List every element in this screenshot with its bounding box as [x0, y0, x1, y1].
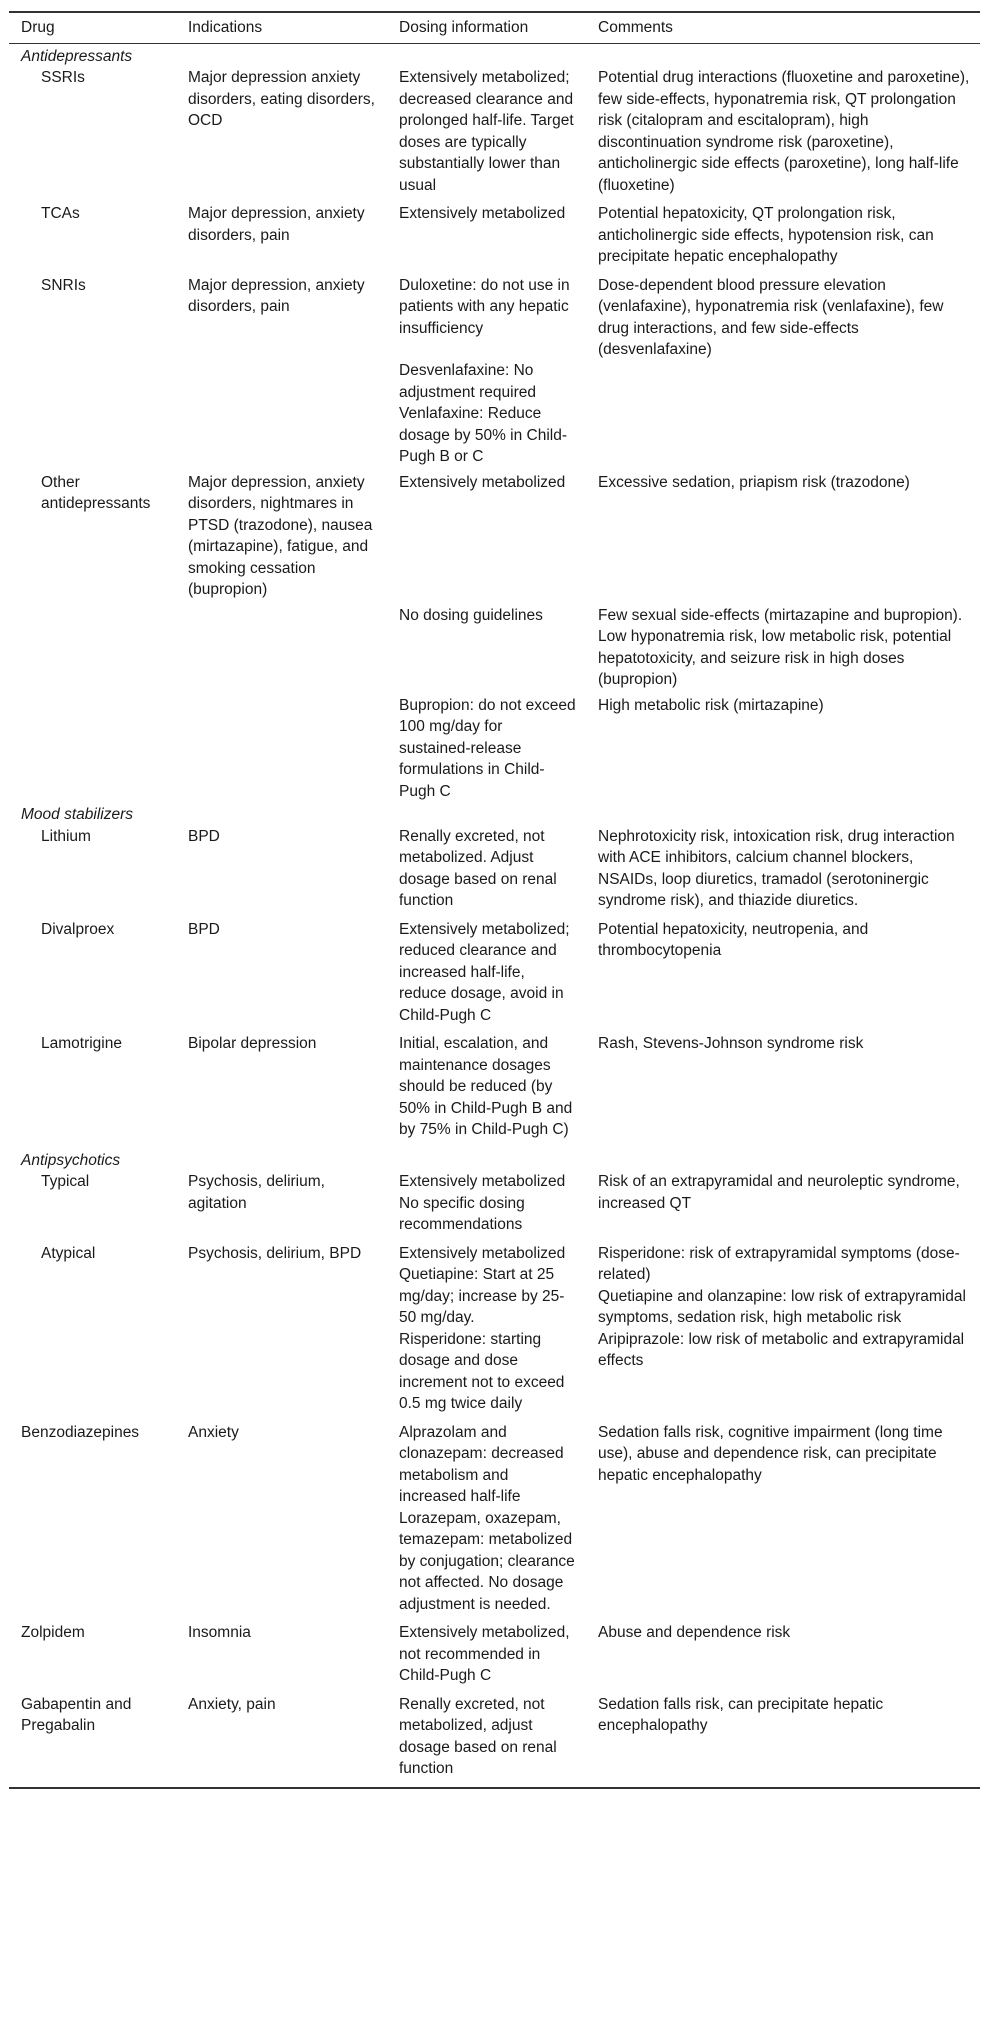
table-row [9, 919, 980, 1034]
indications-cell: BPD [188, 827, 220, 845]
drug-cell: Gabapentin and Pregabalin [21, 1695, 132, 1734]
table-row [9, 691, 980, 803]
indications-cell: Major depression anxiety disorders, eating disorders, OCD [188, 69, 375, 129]
drug-table [9, 11, 980, 1789]
dosing-text: Venlafaxine: Reduce dosage by 50% in Child-Pugh B or C [399, 405, 568, 465]
indications-cell: Psychosis, delirium, BPD [188, 1244, 362, 1262]
indications-cell: Major depression, anxiety disorders, nightmares in PTSD (trazodone), nausea (mirtazapine), fatigue, and smoking cessation (bupropion) [188, 473, 373, 598]
drug-cell: Lamotrigine [41, 1035, 122, 1052]
dosing-cell: Extensively metabolized; reduced clearance and increased half-life, reduce dosage, avoid in Child-Pugh C [399, 920, 570, 1024]
indications-cell: Anxiety [188, 1423, 239, 1441]
indications-cell: Anxiety, pain [188, 1695, 276, 1713]
comments-cell: Nephrotoxicity risk, intoxication risk, drug interaction with ACE inhibitors, calcium channel blockers, NSAIDs, loop diuretics, tramadol (serotoninergic syndrome risk), and thiazide diuretics. [598, 827, 955, 909]
comments-cell: Few sexual side-effects (mirtazapine and bupropion). Low hyponatremia risk, low metabolic risk, potential hepatotoxicity, and seizure risk in high doses (bupropion) [598, 606, 963, 688]
drug-cell: Benzodiazepines [21, 1423, 140, 1441]
dosing-cell: Initial, escalation, and maintenance dosages should be reduced (by 50% in Child-Pugh B and by 75% in Child-Pugh C) [399, 1035, 573, 1138]
comments-cell: Dose-dependent blood pressure elevation (venlafaxine), hyponatremia risk (venlafaxine), few drug interactions, and few side-effects (desvenlafaxine) [598, 276, 944, 358]
dosing-cell: Extensively metabolized, not recommended in Child-Pugh C [399, 1624, 570, 1684]
comments-cell: Potential drug interactions (fluoxetine and paroxetine), few side-effects, hyponatremia risk, QT prolongation risk (citalopram and escitalopram), high discontinuation syndrome risk (paroxetine), anticholinergic side effects (paroxetine), long half-life (fluoxetine) [598, 69, 970, 194]
table-header [9, 12, 980, 43]
comments-cell: Potential hepatoxicity, neutropenia, and thrombocytopenia [598, 920, 869, 959]
drug-cell: Zolpidem [21, 1624, 85, 1641]
dosing-cell: Extensively metabolized [399, 473, 566, 491]
dosing-text: No specific dosing recommendations [399, 1194, 525, 1233]
comments-cell: Risk of an extrapyramidal and neuroleptic syndrome, increased QT [598, 1173, 960, 1212]
comment-text: Quetiapine and olanzapine: low risk of extrapyramidal symptoms, sedation risk, high metabolic risk [598, 1287, 966, 1326]
dosing-cell: No dosing guidelines [399, 606, 543, 624]
comments-cell [586, 1243, 980, 1422]
dosing-cell: Extensively metabolized [399, 205, 566, 222]
table-row [9, 275, 980, 468]
comments-cell: High metabolic risk (mirtazapine) [598, 696, 824, 714]
comments-cell: Excessive sedation, priapism risk (trazodone) [598, 473, 910, 491]
section-row [9, 43, 980, 67]
indications-cell: Major depression, anxiety disorders, pain [188, 205, 365, 244]
indications-cell: Major depression, anxiety disorders, pain [188, 276, 365, 315]
table-row [9, 468, 980, 601]
dosing-text: Extensively metabolized [399, 1244, 566, 1262]
dosing-text: Lorazepam, oxazepam, temazepam: metabolized by conjugation; clearance not affected. No dosage adjustment is needed. [399, 1509, 575, 1613]
comments-cell: Potential hepatoxicity, QT prolongation risk, anticholinergic side effects, hypotension risk, can precipitate hepatic encephalopathy [598, 205, 934, 265]
comments-cell: Rash, Stevens-Johnson syndrome risk [598, 1035, 864, 1052]
indications-cell: BPD [188, 920, 220, 938]
dosing-cell: Bupropion: do not exceed 100 mg/day for sustained-release formulations in Child-Pugh C [399, 696, 576, 800]
comments-cell: Abuse and dependence risk [598, 1624, 791, 1641]
header-indications: Indications [188, 19, 263, 36]
table-row [9, 1422, 980, 1623]
table-row [9, 601, 980, 691]
table-body [9, 43, 980, 1788]
table-row [9, 1243, 980, 1422]
dosing-cell [387, 1243, 586, 1422]
table-row [9, 1694, 980, 1788]
comments-cell: Sedation falls risk, cognitive impairment (long time use), abuse and dependence risk, can precipitate hepatic encephalopathy [598, 1423, 943, 1484]
table-row [9, 1171, 980, 1243]
drug-cell: Typical [41, 1173, 90, 1190]
section-mood-stabilizers: Mood stabilizers [21, 806, 133, 823]
section-row [9, 802, 980, 826]
indications-cell: Insomnia [188, 1624, 251, 1641]
dosing-cell: Renally excreted, not metabolized. Adjust dosage based on renal function [399, 827, 557, 909]
dosing-cell [387, 1171, 586, 1243]
dosing-text: Risperidone: starting dosage and dose increment not to exceed 0.5 mg twice daily [399, 1330, 565, 1412]
dosing-text: Desvenlafaxine: No adjustment required [399, 362, 536, 401]
drug-cell: SNRIs [41, 276, 86, 294]
section-row [9, 1148, 980, 1172]
comment-text: Aripiprazole: low risk of metabolic and extrapyramidal effects [598, 1330, 965, 1369]
header-dosing: Dosing information [399, 19, 529, 36]
dosing-cell: Extensively metabolized; decreased clearance and prolonged half-life. Target doses are typically substantially lower than usual [399, 69, 574, 194]
dosing-text: Extensively metabolized [399, 1173, 566, 1190]
table-row [9, 1033, 980, 1148]
header-comments: Comments [598, 19, 673, 36]
dosing-text: Quetiapine: Start at 25 mg/day; increase by 25-50 mg/day. [399, 1266, 565, 1326]
comments-cell: Sedation falls risk, can precipitate hepatic encephalopathy [598, 1695, 884, 1734]
dosing-cell [387, 1422, 586, 1623]
indications-cell: Bipolar depression [188, 1035, 317, 1052]
header-drug: Drug [21, 19, 55, 36]
table-row [9, 1622, 980, 1694]
dosing-text: Duloxetine: do not use in patients with any hepatic insufficiency [399, 276, 570, 337]
dosing-cell [387, 275, 586, 468]
dosing-text: Alprazolam and clonazepam: decreased metabolism and increased half-life [399, 1423, 564, 1505]
drug-cell: Other antidepressants [41, 473, 151, 512]
dosing-cell: Renally excreted, not metabolized, adjust dosage based on renal function [399, 1695, 557, 1777]
drug-cell: Lithium [41, 827, 91, 845]
drug-cell: SSRIs [41, 69, 85, 86]
table-row [9, 826, 980, 919]
drug-cell: Divalproex [41, 920, 115, 938]
drug-cell: TCAs [41, 205, 80, 222]
section-antidepressants: Antidepressants [21, 47, 133, 65]
comment-text: Risperidone: risk of extrapyramidal symptoms (dose-related) [598, 1244, 960, 1283]
section-antipsychotics: Antipsychotics [21, 1151, 121, 1169]
table-row [9, 203, 980, 275]
table-row [9, 67, 980, 203]
drug-cell: Atypical [41, 1244, 96, 1262]
indications-cell: Psychosis, delirium, agitation [188, 1173, 325, 1212]
